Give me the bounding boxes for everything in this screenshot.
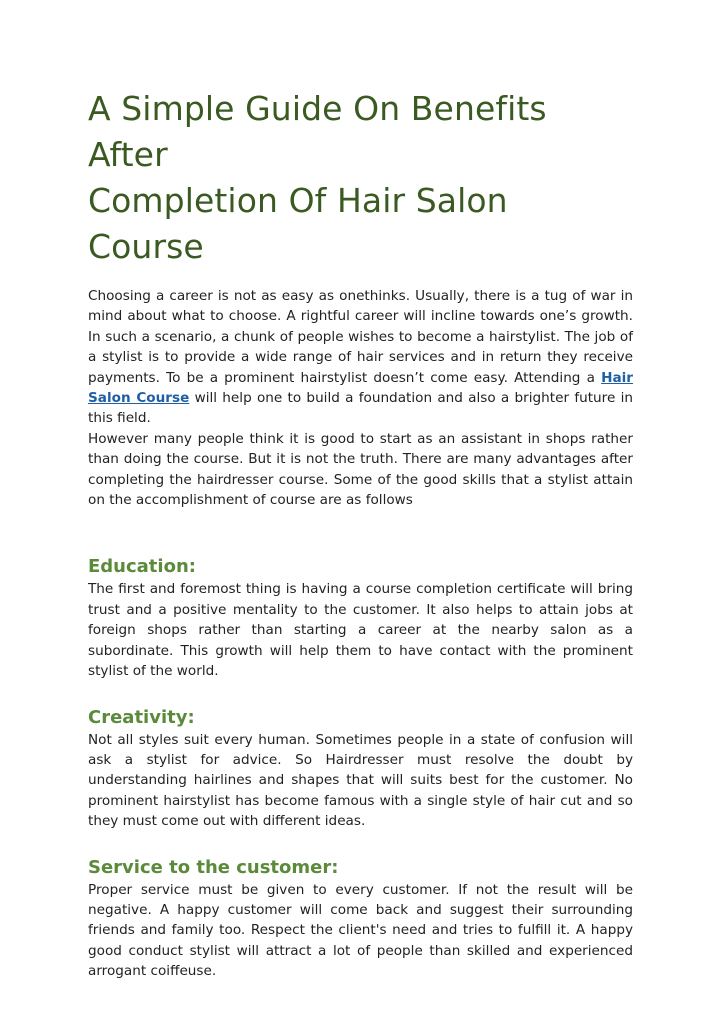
section-text-creativity: Not all styles suit every human. Sometimes people in a state of confusion will ask a stylist for advice. So Hairdresser must resolve the doubt by understanding hairlines and shapes that will suits best for the customer. No prominent hairstylist has become famous with a single style of hair cut and so they must come out with different ideas. [88,731,633,830]
title-line-1: A Simple Guide On Benefits After [88,89,547,174]
section-text-service: Proper service must be given to every customer. If not the result will be negative. A happy customer will come back and suggest their surrounding friends and family too. Respect the client's need and tries to fulfill it. A happy good conduct stylist will attract a lot of people than skilled and experienced arrogant coiffeuse. [88,881,633,980]
section-heading-service: Service to the customer: [88,856,339,878]
intro-text-before-link: Choosing a career is not as easy as onethinks. Usually, there is a tug of war in mind about what to choose. A rightful career will incline towards one’s growth. In such a scenario, a chunk of people wishes to become a hairstylist. The job of a stylist is to provide a wide range of hair services and in return they receive payments. To be a prominent hairstylist doesn’t come easy. Attending a [88,288,633,386]
document-page [88,86,633,982]
section-heading-education: Education: [88,556,196,578]
section-text-education: The first and foremost thing is having a course completion certificate will bring trust and a positive mentality to the customer. It also helps to attain jobs at foreign shops rather than starting a career at the nearby salon as a subordinate. This growth will help them to have contact with the prominent stylist of the world. [88,581,633,680]
title-line-2: Completion Of Hair Salon Course [88,181,508,266]
intro-paragraph [88,286,633,429]
hair-salon-course-link[interactable]: Hair Salon Course [88,369,633,407]
page-title [88,86,633,270]
intro-paragraph-2: However many people think it is good to start as an assistant in shops rather than doing the course. But it is not the truth. There are many advantages after completing the hairdresser course. Some of the good skills that a stylist attain on the accomplishment of course are as follows [88,430,633,509]
section-heading-creativity: Creativity: [88,706,195,728]
intro-text-after-link: will help one to build a foundation and also a brighter future in this field. [88,390,633,427]
